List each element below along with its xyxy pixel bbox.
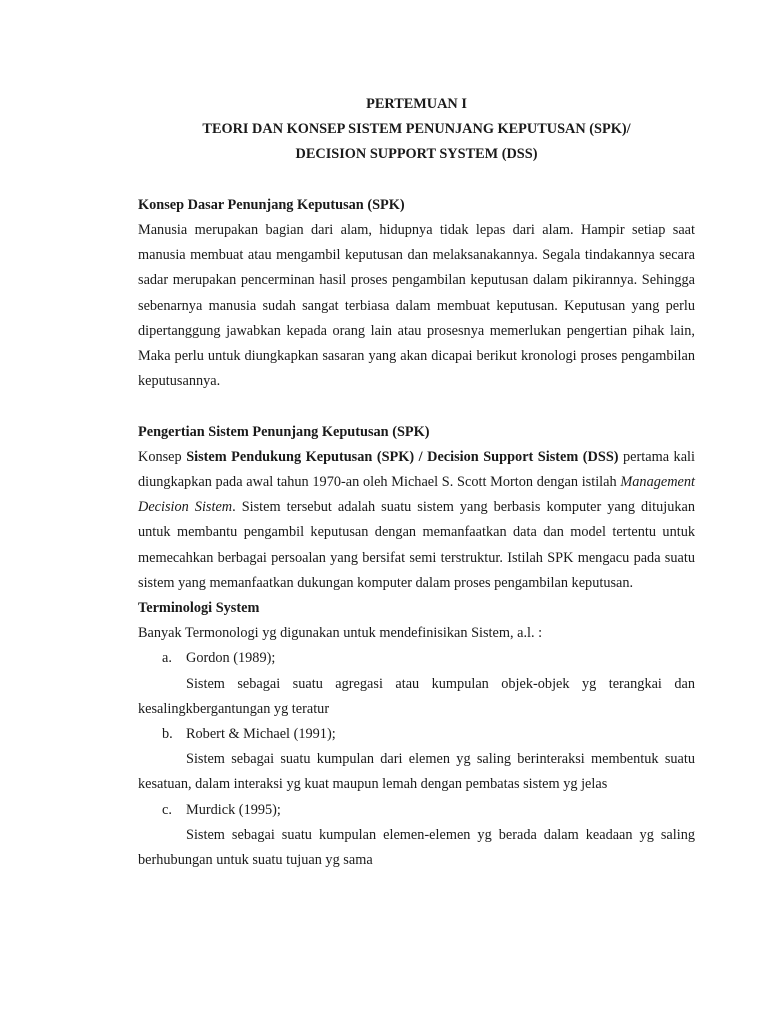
section-body-konsep-dasar: Manusia merupakan bagian dari alam, hidupnya tidak lepas dari alam. Hampir setiap saat manusia membuat atau mengambil keputusan dan melaksanakannya. Segala tindakannya secara sadar merupakan pencerminan hasil proses pengambilan keputusan dalam pikirannya. Sehingga sebenarnya manusia sudah sangat terbiasa dalam membuat keputusan. Keputusan yang perlu dipertanggung jawabkan kepada orang lain atau prosesnya memerlukan pengertian pihak lain, Maka perlu untuk diungkapkan sasaran yang akan dicapai berikut kronologi proses pengambilan keputusannya. [138,222,695,390]
list-marker: b. [162,726,173,743]
list-item-title: Robert & Michael (1991); [186,726,336,743]
document-page [138,92,695,873]
text-pengertian-middle: pertama kali diungkapkan pada awal tahun 1970-an oleh Michael S. Scott Morton dengan istilah [138,448,695,491]
section-heading-pengertian: Pengertian Sistem Penunjang Keputusan (SPK) [138,423,430,440]
text-konsep: Konsep [138,448,182,465]
list-item-title: Gordon (1989); [186,650,276,667]
list-item-definition: Sistem sebagai suatu kumpulan dari elemen yg saling berinteraksi membentuk suatu kesatuan, dalam interaksi yg kuat maupun lemah dengan pembatas sistem yg jelas [138,751,695,793]
list-item-definition: Sistem sebagai suatu agregasi atau kumpulan objek-objek yg terangkai dan kesalingkbergantungan yg teratur [138,675,695,717]
document-title-line-3: DECISION SUPPORT SYSTEM (DSS) [295,146,538,163]
section-intro-terminologi: Banyak Termonologi yg digunakan untuk mendefinisikan Sistem, a.l. : [138,625,543,642]
list-item-definition: Sistem sebagai suatu kumpulan elemen-elemen yg berada dalam keadaan yg saling berhubungan untuk suatu tujuan yg sama [138,826,695,869]
list-item [138,646,695,671]
text-pengertian-end: . Sistem tersebut adalah suatu sistem yang berbasis komputer yang ditujukan untuk membantu pengambil keputusan dengan memanfaatkan data dan model tertentu untuk memecahkan berbagai persoalan yang bersifat semi terstruktur. Istilah SPK mengacu pada suatu sistem yang memanfaatkan dukungan komputer dalam proses pengambilan keputusan. [138,499,695,591]
text-management-decision-sistem: Management Decision Sistem [138,474,695,516]
list-marker: c. [162,801,172,818]
section-body-pengertian [138,445,695,596]
section-heading-konsep-dasar: Konsep Dasar Penunjang Keputusan (SPK) [138,196,405,213]
text-spk-dss-bold: Sistem Pendukung Keputusan (SPK) / Decision Support Sistem (DSS) [186,448,619,465]
list-item-title: Murdick (1995); [186,801,281,818]
list-item [138,798,695,823]
section-heading-terminologi: Terminologi System [138,600,260,617]
document-title-line-1: PERTEMUAN I [366,96,467,112]
list-marker: a. [162,650,172,667]
list-item [138,722,695,747]
document-title-line-2: TEORI DAN KONSEP SISTEM PENUNJANG KEPUTUSAN (SPK)/ [202,121,631,138]
